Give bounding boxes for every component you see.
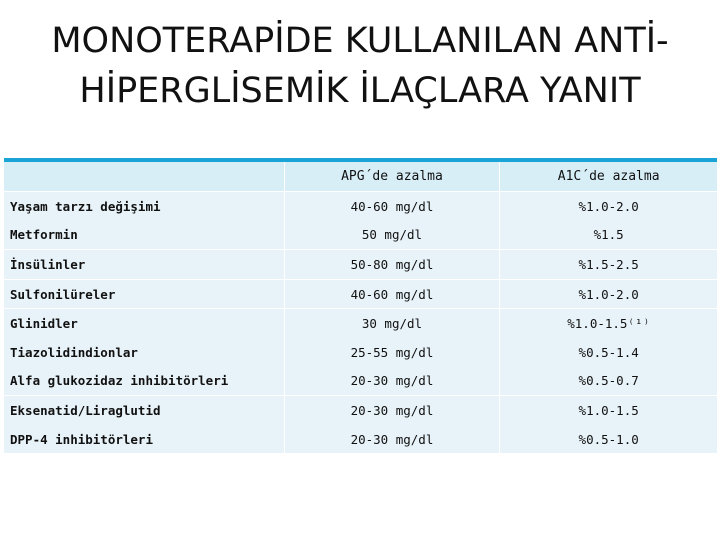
table-body — [4, 192, 717, 454]
drug-name-cell: DPP-4 inhibitörleri — [10, 431, 153, 447]
a1c-value-cell: %1.5-2.5 — [499, 250, 717, 279]
row-group — [4, 192, 717, 250]
drug-name-cell: Metformin — [10, 227, 78, 243]
a1c-value-cell: %1.0-2.0 — [499, 280, 717, 309]
page-title — [0, 16, 720, 116]
a1c-value-cell: %0.5-1.4 — [499, 338, 717, 367]
table-row — [4, 221, 717, 250]
title-line-2: HİPERGLİSEMİK İLAÇLARA YANIT — [79, 71, 641, 111]
a1c-value-cell: %1.0-1.5⁽¹⁾ — [499, 309, 717, 338]
drug-name-cell: Sulfonilüreler — [10, 286, 116, 302]
drug-name-cell: Alfa glukozidaz inhibitörleri — [10, 373, 229, 389]
a1c-value-cell: %1.0-2.0 — [499, 192, 717, 221]
table-row — [4, 250, 717, 279]
title-line-1: MONOTERAPİDE KULLANILAN ANTİ- — [51, 21, 669, 61]
apg-value-cell: 20-30 mg/dl — [284, 396, 500, 425]
row-group — [4, 250, 717, 280]
header-cell-apg: APG´de azalma — [284, 162, 500, 191]
apg-value-cell: 50-80 mg/dl — [284, 250, 500, 279]
table-row — [4, 192, 717, 221]
a1c-value-cell: %1.0-1.5 — [499, 396, 717, 425]
drug-name-cell: Tiazolidindionlar — [10, 344, 138, 360]
a1c-value-cell: %1.5 — [499, 221, 717, 250]
table-row — [4, 280, 717, 309]
table-row — [4, 396, 717, 425]
row-group — [4, 396, 717, 454]
drug-name-cell: Glinidler — [10, 316, 78, 332]
header-cell-a1c: A1C´de azalma — [499, 162, 717, 191]
drug-name-cell: Eksenatid/Liraglutid — [10, 402, 161, 418]
a1c-value-cell: %0.5-1.0 — [499, 425, 717, 454]
drug-name-cell: İnsülinler — [10, 256, 86, 272]
apg-value-cell: 50 mg/dl — [284, 221, 500, 250]
header-cell-drug — [4, 162, 284, 191]
apg-value-cell: 25-55 mg/dl — [284, 338, 500, 367]
apg-value-cell: 20-30 mg/dl — [284, 367, 500, 396]
a1c-value-cell: %0.5-0.7 — [499, 367, 717, 396]
table-row — [4, 425, 717, 454]
row-group — [4, 309, 717, 396]
table-row — [4, 367, 717, 396]
table-row — [4, 309, 717, 338]
drug-name-cell: Yaşam tarzı değişimi — [10, 198, 161, 214]
apg-value-cell: 40-60 mg/dl — [284, 192, 500, 221]
apg-value-cell: 20-30 mg/dl — [284, 425, 500, 454]
table-row — [4, 338, 717, 367]
response-table — [4, 158, 717, 454]
apg-value-cell: 40-60 mg/dl — [284, 280, 500, 309]
apg-value-cell: 30 mg/dl — [284, 309, 500, 338]
table-header — [4, 162, 717, 192]
row-group — [4, 280, 717, 310]
